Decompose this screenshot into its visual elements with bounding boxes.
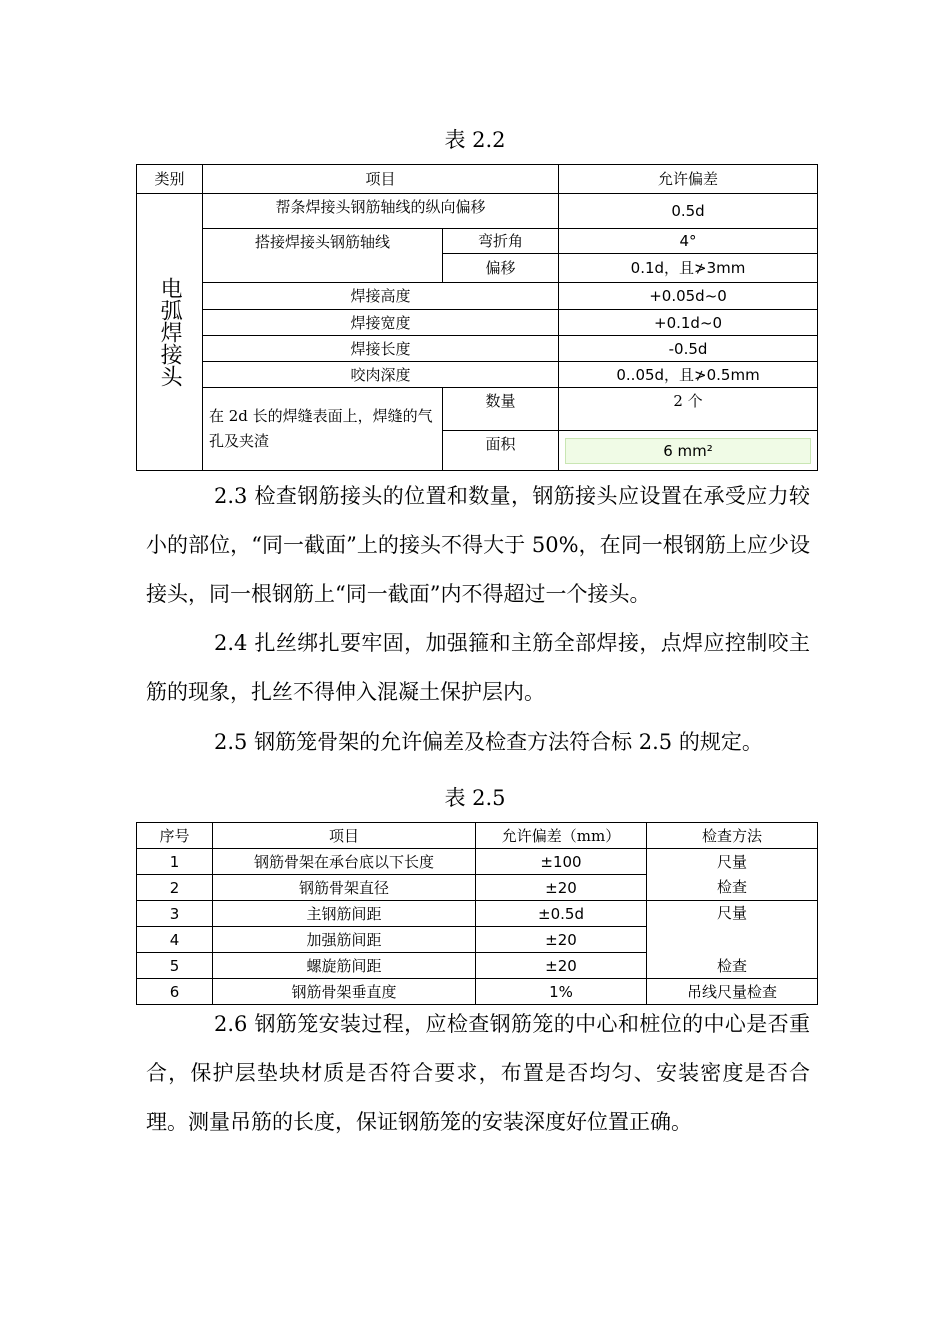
row-item: 钢筋骨架垂直度 (213, 979, 476, 1005)
method-cell (647, 901, 818, 979)
row-tolerance: ±20 (476, 953, 647, 979)
paragraph-2-6: 2.6 钢筋笼安装过程，应检查钢筋笼的中心和桩位的中心是否重合，保护层垫块材质是否符合要求，布置是否均匀、安装密度是否合理。测量吊筋的长度，保证钢筋笼的安装深度好位置正确。 (146, 1012, 810, 1134)
table-row (137, 283, 818, 310)
table-2-5 (136, 822, 818, 1005)
row-no: 6 (137, 979, 213, 1005)
subitem-cell: 数量 (443, 388, 559, 431)
item-cell: 焊接长度 (203, 336, 559, 362)
header-item: 项目 (213, 823, 476, 849)
area-value-field: 6 mm² (565, 438, 811, 464)
tolerance-cell (559, 431, 818, 471)
row-no: 2 (137, 875, 213, 901)
method-text: 尺量 (716, 904, 747, 922)
row-tolerance: ±20 (476, 875, 647, 901)
table-row (137, 388, 818, 431)
tolerance-cell: +0.1d~0 (559, 310, 818, 336)
item-cell: 焊接宽度 (203, 310, 559, 336)
table-row (137, 901, 818, 927)
header-item: 项目 (203, 165, 559, 194)
table-row (137, 362, 818, 388)
subitem-cell: 弯折角 (443, 229, 559, 254)
header-method: 检查方法 (647, 823, 818, 849)
tolerance-cell: 0..05d，且≯0.5mm (559, 362, 818, 388)
row-item: 主钢筋间距 (213, 901, 476, 927)
item-cell: 搭接焊接头钢筋轴线 (203, 229, 443, 283)
tolerance-cell: 2 个 (559, 388, 818, 431)
header-tolerance: 允许偏差 (559, 165, 818, 194)
row-tolerance: ±0.5d (476, 901, 647, 927)
category-cell (137, 194, 203, 471)
paragraph-2-3: 2.3 检查钢筋接头的位置和数量，钢筋接头应设置在承受应力较小的部位，“同一截面”上的接头不得大于 50%，在同一根钢筋上应少设接头，同一根钢筋上“同一截面”内不得超过一个接头。 (146, 484, 810, 606)
subitem-cell: 偏移 (443, 254, 559, 283)
row-no: 5 (137, 953, 213, 979)
header-category: 类别 (137, 165, 203, 194)
row-no: 4 (137, 927, 213, 953)
table-row (137, 849, 818, 875)
paragraph-2-5: 2.5 钢筋笼骨架的允许偏差及检查方法符合标 2.5 的规定。 (214, 730, 763, 754)
table-header-row (137, 823, 818, 849)
subitem-cell: 面积 (443, 431, 559, 471)
row-tolerance: ±20 (476, 927, 647, 953)
table-row (137, 194, 818, 229)
item-cell: 帮条焊接头钢筋轴线的纵向偏移 (203, 194, 559, 229)
item-cell: 咬肉深度 (203, 362, 559, 388)
row-no: 1 (137, 849, 213, 875)
row-tolerance: 1% (476, 979, 647, 1005)
item-cell: 在 2d 长的焊缝表面上，焊缝的气孔及夹渣 (203, 388, 443, 471)
item-cell: 焊接高度 (203, 283, 559, 310)
table-2-5-caption: 表 2.5 (444, 786, 506, 810)
row-item: 钢筋骨架在承台底以下长度 (213, 849, 476, 875)
row-tolerance: ±100 (476, 849, 647, 875)
table-row (137, 310, 818, 336)
table-row (137, 336, 818, 362)
method-cell (647, 849, 818, 901)
row-item: 螺旋筋间距 (213, 953, 476, 979)
paragraph-2-4: 2.4 扎丝绑扎要牢固，加强箍和主筋全部焊接，点焊应控制咬主筋的现象，扎丝不得伸入混凝土保护层内。 (146, 631, 810, 704)
method-text: 检查 (716, 877, 747, 896)
row-item: 加强筋间距 (213, 927, 476, 953)
table-header-row (137, 165, 818, 194)
method-text: 检查 (716, 957, 747, 975)
tolerance-cell: +0.05d~0 (559, 283, 818, 310)
header-no: 序号 (137, 823, 213, 849)
table-row (137, 229, 818, 254)
header-tolerance: 允许偏差（mm） (476, 823, 647, 849)
method-text: 尺量 (716, 852, 747, 871)
tolerance-cell: 4° (559, 229, 818, 254)
tolerance-cell: 0.5d (559, 194, 818, 229)
table-2-2-caption: 表 2.2 (444, 128, 506, 152)
tolerance-cell: 0.1d，且≯3mm (559, 254, 818, 283)
method-cell: 吊线尺量检查 (647, 979, 818, 1005)
table-2-2 (136, 164, 818, 471)
row-item: 钢筋骨架直径 (213, 875, 476, 901)
tolerance-cell: -0.5d (559, 336, 818, 362)
category-label: 电弧焊接头 (157, 277, 183, 387)
row-no: 3 (137, 901, 213, 927)
